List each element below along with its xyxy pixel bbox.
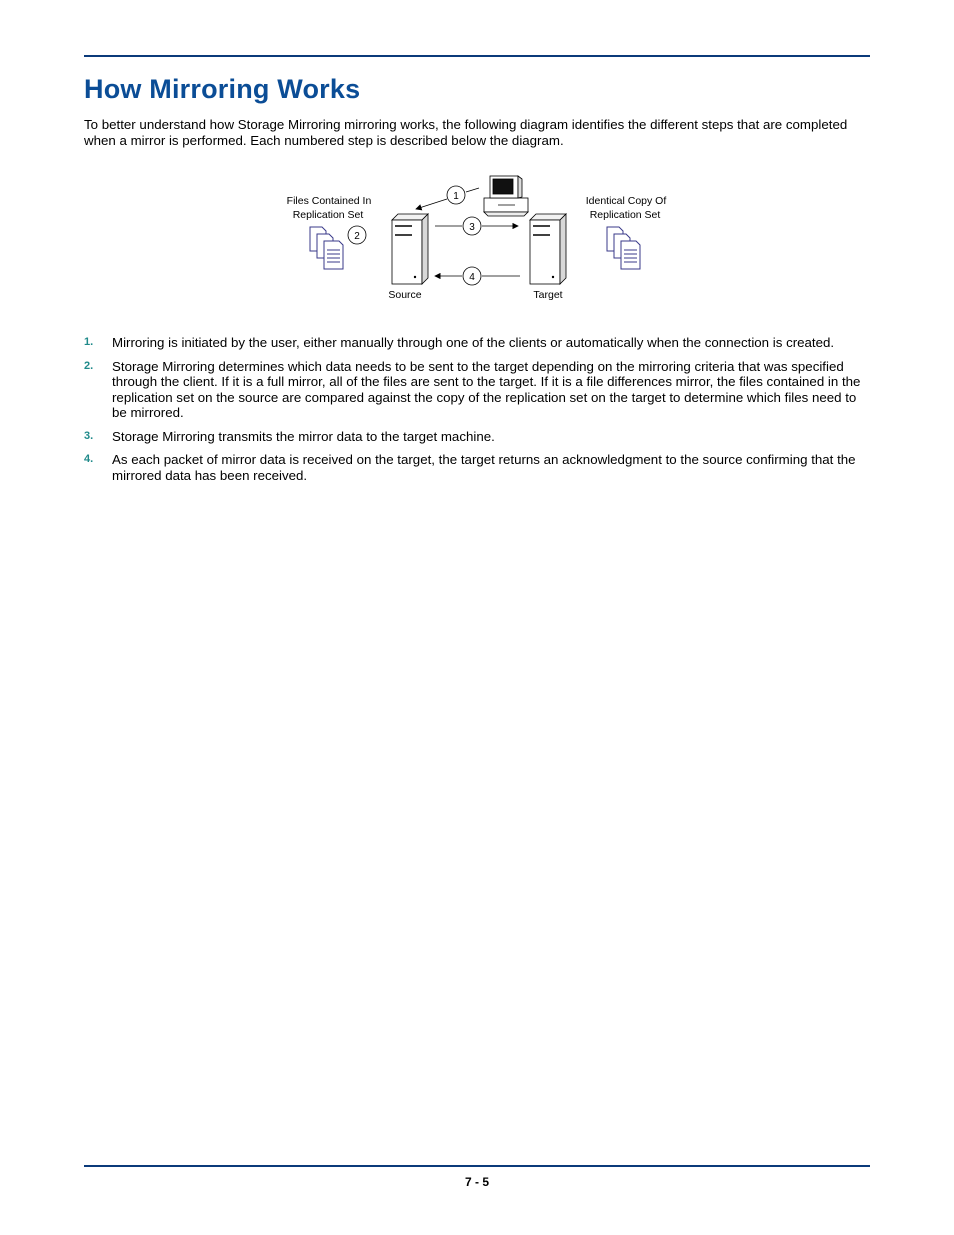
step-text: Mirroring is initiated by the user, either manually through one of the clients or automatically when the connection is created. [112, 335, 835, 350]
source-files-label-line1: Files Contained In [286, 195, 372, 207]
footer-rule [84, 1165, 870, 1167]
source-server-icon [392, 214, 428, 284]
workstation-icon [484, 176, 528, 216]
step-number: 1. [84, 336, 94, 348]
target-server-icon [530, 214, 566, 284]
step-4-label: 4 [469, 272, 475, 283]
step-number: 4. [84, 453, 94, 465]
list-item [84, 452, 870, 483]
header-rule [84, 55, 870, 57]
list-item [84, 359, 870, 421]
step-number: 3. [84, 429, 94, 442]
step-1-label: 1 [453, 191, 459, 202]
intro-paragraph: To better understand how Storage Mirroring mirroring works, the following diagram identifies the different steps that are completed when a mirror is performed. Each numbered step is described below the diagram. [84, 117, 848, 148]
step-3-marker [463, 217, 481, 235]
target-files-label-line1: Identical Copy Of [585, 195, 667, 207]
step-2-marker [348, 226, 366, 244]
step-3-label: 3 [469, 222, 475, 233]
page-number: 7 - 5 [464, 1175, 489, 1189]
step-1-arrow [466, 188, 479, 192]
target-files-label-line2: Replication Set [589, 209, 661, 221]
step-2-label: 2 [354, 231, 360, 242]
step-1-arrow-head [416, 199, 447, 209]
mirroring-diagram [270, 170, 690, 310]
step-1-marker [447, 186, 465, 204]
step-number: 2. [84, 359, 94, 372]
list-item [84, 335, 870, 351]
step-text: Storage Mirroring determines which data needs to be sent to the target depending on the mirroring criteria that was specified through the client. If it is a full mirror, all of the files are sent to the target. If it is a file differences mirror, the files contained in the replication set on the source are compared against the copy of the replication set on the target to determine which files need to be mirrored. [112, 358, 861, 420]
step-4-marker [463, 267, 481, 285]
source-label: Source [388, 289, 422, 301]
list-item [84, 429, 870, 445]
step-text: As each packet of mirror data is received on the target, the target returns an acknowledgment to the source confirming that the mirrored data has been received. [112, 452, 856, 483]
source-documents-icon [310, 227, 343, 269]
step-text: Storage Mirroring transmits the mirror data to the target machine. [112, 428, 495, 444]
source-files-label-line2: Replication Set [292, 209, 364, 221]
target-label: Target [533, 289, 563, 301]
target-documents-icon [607, 227, 640, 269]
page-title: How Mirroring Works [84, 74, 361, 104]
steps-list [84, 335, 870, 491]
